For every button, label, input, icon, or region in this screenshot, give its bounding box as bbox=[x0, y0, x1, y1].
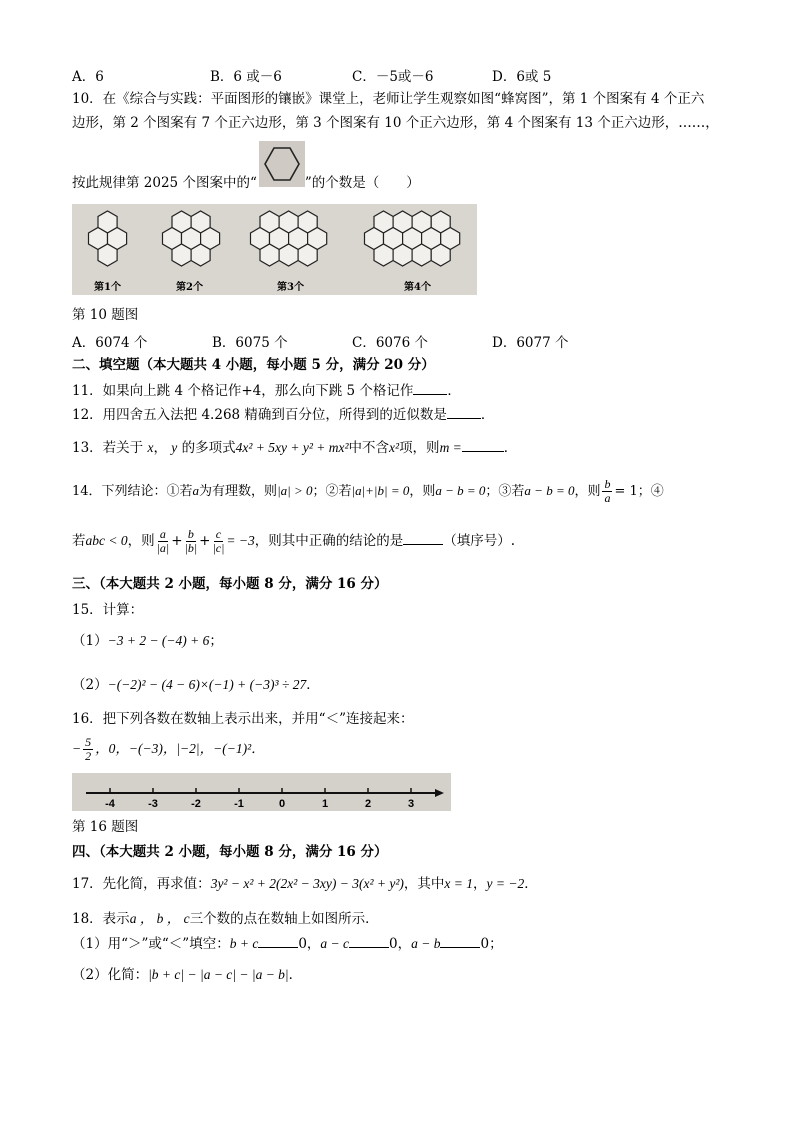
q13-x2: x² bbox=[389, 440, 400, 455]
q11-text: 11．如果向上跳 4 个格记作+4，那么向下跳 5 个格记作 bbox=[72, 383, 414, 399]
q15-part1 bbox=[72, 632, 223, 650]
q10-line3-before: 按此规律第 2025 个图案中的“ bbox=[72, 175, 257, 191]
q16-rest: ，0，−(−3)，|−2|，−(−1)²． bbox=[95, 741, 265, 756]
q10-line3-after: ”的个数是（ ） bbox=[304, 175, 420, 191]
q9-option-a: A．6 bbox=[72, 69, 104, 85]
hexagon-cell bbox=[172, 244, 191, 266]
q18-e2: a − c bbox=[320, 936, 350, 951]
number-line-axis bbox=[72, 773, 451, 811]
q15-p2-end: ． bbox=[306, 677, 320, 693]
hexagon-cell bbox=[279, 244, 298, 266]
q16-number-line bbox=[72, 773, 451, 811]
q14-p1: 14．下列结论：①若 bbox=[72, 484, 193, 499]
q17-end: ． bbox=[524, 876, 538, 892]
q10-option-b: B．6075 个 bbox=[212, 335, 288, 351]
q18-z1: 0， bbox=[298, 936, 321, 952]
q13-y: y bbox=[171, 440, 178, 455]
q18-p2-end: ． bbox=[288, 967, 303, 983]
q12-end: ． bbox=[480, 407, 495, 423]
q12 bbox=[72, 406, 494, 424]
q13-blank bbox=[462, 439, 504, 452]
q18-z3: 0； bbox=[480, 936, 503, 952]
q14-eq: = −3 bbox=[226, 533, 255, 548]
q18-vars: a ， b ， c bbox=[129, 911, 190, 926]
q13-c: ， bbox=[153, 440, 167, 456]
q17-a: 17．先化简，再求值： bbox=[72, 876, 211, 892]
q17-yv: y = −2 bbox=[486, 876, 525, 891]
hexagon-cell bbox=[393, 244, 412, 266]
q18-p1-a: （1）用“＞”或“＜”填空： bbox=[72, 936, 230, 952]
q10-option-a: A．6074 个 bbox=[72, 335, 148, 351]
section3-heading: 三、（本大题共 2 小题，每小题 8 分，满分 16 分） bbox=[72, 576, 388, 592]
q14-frac-c: $\frac{c}{|c|}$ bbox=[212, 527, 225, 555]
q18-blank-1 bbox=[258, 935, 298, 948]
hexagon-icon bbox=[259, 141, 305, 187]
q17-c: ， bbox=[473, 876, 487, 892]
q14-frac-a: $\frac{a}{|a|}$ bbox=[156, 527, 170, 555]
tick-label: -1 bbox=[234, 798, 244, 810]
q14-absab: |a|+|b| = 0 bbox=[351, 483, 410, 498]
hexagon-thumbnail bbox=[259, 141, 305, 187]
q11-blank bbox=[413, 382, 447, 395]
q14-plus-1: + bbox=[171, 533, 183, 549]
q15-part2 bbox=[72, 676, 320, 694]
q18-blank-3 bbox=[440, 935, 480, 948]
hexagon-cell bbox=[431, 244, 450, 266]
q14-amb2: a − b = 0 bbox=[524, 483, 575, 498]
q18-part2 bbox=[72, 966, 302, 984]
q17-expr: 3y² − x² + 2(2x² − 3xy) − 3(x² + y²) bbox=[210, 876, 404, 891]
q14-a: a bbox=[192, 483, 200, 498]
q10-line1: 10．在《综合与实践：平面图形的镶嵌》课堂上，老师让学生观察如图“蜂窝图”，第 1 个图案有 4 个正六 bbox=[72, 91, 705, 107]
q14-p5: ；③若 bbox=[485, 484, 525, 499]
q17-b: ，其中 bbox=[403, 876, 445, 892]
pattern-label-4: 第4个 bbox=[404, 282, 431, 293]
arrow-icon bbox=[435, 789, 444, 797]
hexagon-cell bbox=[298, 244, 317, 266]
section2-heading: 二、填空题（本大题共 4 小题，每小题 5 分，满分 20 分） bbox=[72, 357, 435, 373]
q10-line3 bbox=[72, 174, 420, 192]
q18-z2: 0， bbox=[389, 936, 412, 952]
q13-f: 项，则 bbox=[399, 440, 440, 456]
q14-l2-end: （填序号）. bbox=[443, 533, 516, 549]
q18-part1 bbox=[72, 935, 503, 953]
q14-p4: ，则 bbox=[409, 484, 436, 499]
q9-option-d: D．6或 5 bbox=[492, 69, 552, 85]
tick-label: 2 bbox=[364, 798, 372, 810]
q9-option-c: C．－5或－6 bbox=[352, 69, 434, 85]
q15-title: 15．计算： bbox=[72, 602, 144, 618]
q13-d: 的多项式 bbox=[181, 440, 236, 456]
pattern-label-1: 第1个 bbox=[94, 282, 121, 293]
hexagon-cell bbox=[374, 244, 393, 266]
pattern-label-3: 第3个 bbox=[277, 282, 304, 293]
q16-numbers bbox=[72, 736, 265, 763]
q14-l2-p3: ，则其中正确的结论的是 bbox=[254, 533, 404, 549]
q15-p1-label: （1） bbox=[72, 633, 108, 649]
q16-frac-5-2: $\frac{5}{2}$ bbox=[85, 735, 92, 763]
q10-option-d: D．6077 个 bbox=[492, 335, 569, 351]
q14-p6: ，则 bbox=[574, 484, 601, 499]
q15-p1-end: ； bbox=[209, 633, 223, 649]
q13-e: 中不含 bbox=[348, 440, 390, 456]
q13-end: ． bbox=[503, 440, 518, 456]
hexagon-cell bbox=[260, 244, 279, 266]
q18-p2-a: （2）化简： bbox=[72, 967, 149, 983]
q16-caption: 第 16 题图 bbox=[72, 819, 139, 835]
q11-end: ． bbox=[447, 383, 461, 399]
q16-neg: − bbox=[72, 741, 82, 756]
tick-label: -4 bbox=[105, 798, 115, 810]
q13-m: m = bbox=[439, 440, 462, 455]
hexagon-cell bbox=[412, 244, 431, 266]
q15-p2-expr: −(−2)² − (4 − 6)×(−1) + (−3)³ ÷ 27 bbox=[107, 677, 307, 692]
q17-xv: x = 1 bbox=[444, 876, 474, 891]
honeycomb-figure bbox=[72, 204, 477, 295]
q14-line2 bbox=[72, 528, 515, 555]
tick-label: -2 bbox=[191, 798, 201, 810]
q14-plus-2: + bbox=[199, 533, 211, 549]
q13 bbox=[72, 439, 517, 457]
hexagon-cell bbox=[191, 244, 210, 266]
q18-a: 18．表示 bbox=[72, 911, 130, 927]
hexagon-cell bbox=[98, 244, 117, 266]
q14-l2-p2: ，则 bbox=[127, 533, 155, 549]
pattern-label-2: 第2个 bbox=[176, 282, 203, 293]
q16-text: 16．把下列各数在数轴上表示出来，并用“＜”连接起来： bbox=[72, 711, 414, 727]
q14-p7: = 1；④ bbox=[614, 484, 664, 499]
q12-blank bbox=[447, 406, 481, 419]
q11 bbox=[72, 382, 461, 400]
q10-line2: 边形，第 2 个图案有 7 个正六边形，第 3 个图案有 10 个正六边形，第 4 个图案有 13 个正六边形，……， bbox=[72, 115, 719, 131]
q13-a: 13．若关于 bbox=[72, 440, 144, 456]
q18-e1: b + c bbox=[229, 936, 259, 951]
q14-blank bbox=[403, 532, 443, 545]
q14-p3: ；②若 bbox=[312, 484, 352, 499]
q18-blank-2 bbox=[349, 935, 389, 948]
q10-caption: 第 10 题图 bbox=[72, 307, 139, 323]
q14-amb: a − b = 0 bbox=[435, 483, 486, 498]
q14-absa: |a| > 0 bbox=[277, 483, 313, 498]
q18-e3: a − b bbox=[411, 936, 441, 951]
tick-label: 0 bbox=[278, 798, 286, 810]
q17 bbox=[72, 875, 538, 893]
q13-poly: 4x² + 5xy + y² + mx² bbox=[235, 440, 349, 455]
q14-l2-p1: 若 bbox=[72, 533, 86, 549]
tick-label: 1 bbox=[321, 798, 329, 810]
q14-abc: abc < 0 bbox=[85, 533, 128, 548]
q15-p2-label: （2） bbox=[72, 677, 108, 693]
q14-p2: 为有理数，则 bbox=[199, 484, 278, 499]
tick-label: 3 bbox=[407, 798, 415, 810]
q14-frac-b: $\frac{b}{|b|}$ bbox=[184, 527, 198, 555]
q12-text: 12．用四舍五入法把 4.268 精确到百分位，所得到的近似数是 bbox=[72, 407, 447, 423]
tick-label: -3 bbox=[148, 798, 158, 810]
q18-p2-expr: |b + c| − |a − c| − |a − b| bbox=[148, 967, 289, 982]
q13-x: x bbox=[147, 440, 154, 455]
q18 bbox=[72, 910, 379, 928]
q14-line1 bbox=[72, 478, 664, 505]
q18-b: 三个数的点在数轴上如图所示． bbox=[189, 911, 379, 927]
q14-fraction-b-over-a: $\frac{b}{a}$ bbox=[604, 477, 611, 505]
q10-option-c: C．6076 个 bbox=[352, 335, 428, 351]
q9-option-b: B．6 或－6 bbox=[210, 69, 282, 85]
section4-heading: 四、（本大题共 2 小题，每小题 8 分，满分 16 分） bbox=[72, 844, 388, 860]
q15-p1-expr: −3 + 2 − (−4) + 6 bbox=[107, 633, 210, 648]
